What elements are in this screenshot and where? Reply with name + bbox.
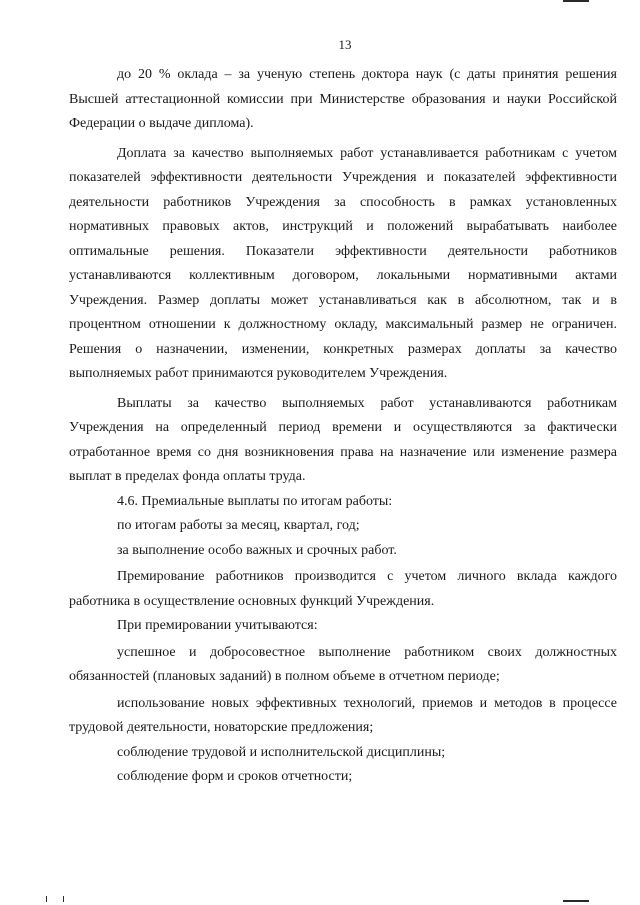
page-number: 13: [338, 37, 352, 52]
list-item-discipline: соблюдение трудовой и исполнительской дисциплины;: [117, 744, 446, 760]
paragraph-quality-supplement: Доплата за качество выполняемых работ устанавливается работникам с учетом показателей эффективности деятельности Учреждения и показателей эффективности деятельности работников Учреждения за способность в рамках установленных нормативных правовых актов, инструкций и положений вырабатывать наиболее оптимальные решения. Показатели эффективности деятельности работников устанавливаются коллективным договором, локальными нормативными актами Учреждения. Размер доплаты может устанавливаться как в абсолютном, так и в процентном отношении к должностному окладу, максимальный размер не ограничен. Решения о назначении, изменении, конкретных размерах доплаты за качество выполняемых работ принимаются руководителем Учреждения.: [69, 145, 617, 381]
list-item-reporting: соблюдение форм и сроков отчетности;: [117, 769, 353, 784]
scan-mark-bottom-left-1: [46, 896, 47, 902]
list-item-new-technologies: использование новых эффективных технологий, приемов и методов в процессе трудовой деятельности, новаторские предложения;: [69, 695, 617, 735]
paragraph-quality-payments: Выплаты за качество выполняемых работ устанавливаются работникам Учреждения на определенный период времени и осуществляются за фактически отработанное время со дня возникновения права на назначение или изменение размера выплат в пределах фонда оплаты труда.: [69, 395, 617, 484]
list-item-period-results: по итогам работы за месяц, квартал, год;: [117, 518, 360, 533]
document-body: [69, 63, 617, 790]
scan-mark-bottom-right: [563, 900, 589, 902]
paragraph-bonus-basis: Премирование работников производится с учетом личного вклада каждого работника в осуществление основных функций Учреждения.: [69, 569, 617, 609]
section-heading-bonus-payments: 4.6. Премиальные выплаты по итогам работы:: [117, 493, 393, 509]
scan-mark-top-right: [563, 0, 589, 2]
paragraph-bonus-criteria-intro: При премировании учитываются:: [117, 618, 318, 633]
list-item-urgent-work: за выполнение особо важных и срочных работ.: [117, 542, 397, 558]
list-item-diligent-performance: успешное и добросовестное выполнение работником своих должностных обязанностей (плановых заданий) в полном объеме в отчетном периоде;: [69, 644, 617, 684]
scan-mark-bottom-left-2: [63, 896, 64, 902]
paragraph-degree-bonus: до 20 % оклада – за ученую степень доктора наук (с даты принятия решения Высшей аттестационной комиссии при Министерстве образования и науки Российской Федерации о выдаче диплома).: [69, 67, 617, 131]
